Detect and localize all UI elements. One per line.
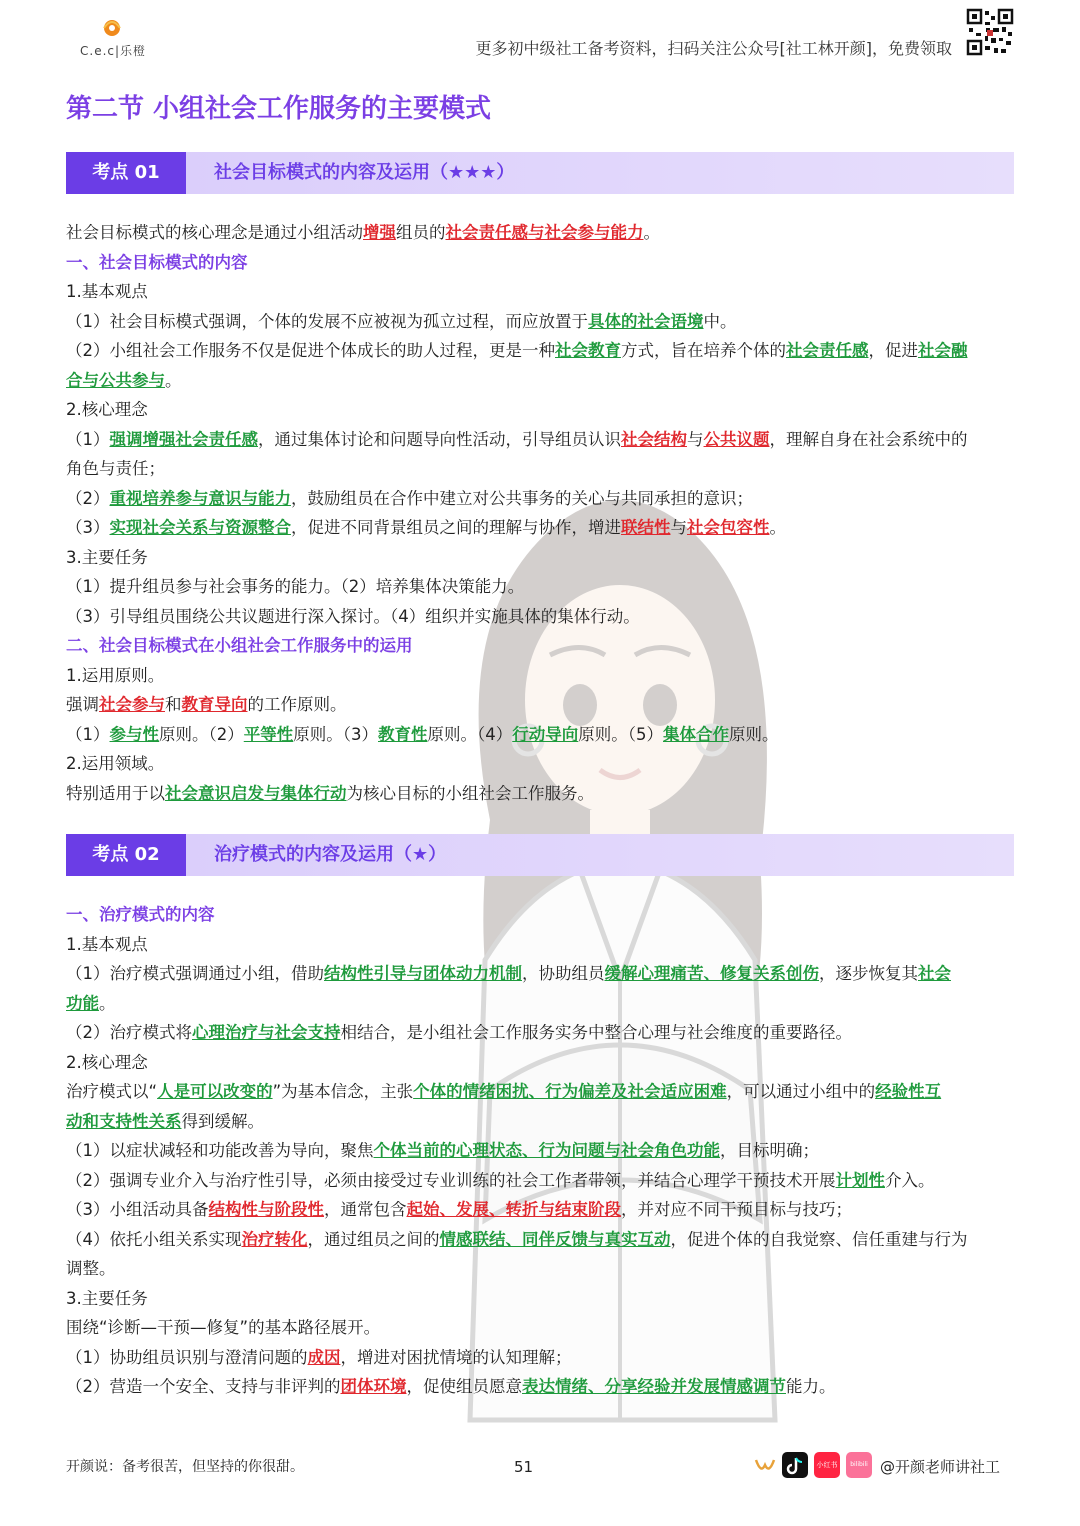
keypoint-02-bar xyxy=(66,834,1014,876)
text-line xyxy=(66,631,413,660)
text-segment: 治疗模式以“ xyxy=(66,1082,158,1101)
text-line xyxy=(66,1254,116,1283)
text-segment: 。 xyxy=(643,223,660,242)
text-line xyxy=(66,277,148,306)
keypoint-01-body xyxy=(66,218,1016,818)
highlight-term: 平等性 xyxy=(243,724,294,744)
text-segment: （1）协助组员识别与澄清问题的 xyxy=(66,1347,308,1367)
text-segment: （1）社会目标模式强调，个体的发展不应被视为孤立过程，而应放置于 xyxy=(66,311,588,331)
text-line xyxy=(66,572,524,601)
highlight-term: 经验性互 xyxy=(875,1082,942,1101)
text-line xyxy=(66,543,148,572)
text-segment: ”为基本信念，主张 xyxy=(272,1082,414,1101)
text-segment: ，通过集体讨论和问题导向性活动，引导组员认识 xyxy=(258,429,621,449)
text-segment: 中。 xyxy=(703,311,737,331)
keypoint-01-bar xyxy=(66,152,1014,194)
text-segment: （4）依托小组关系实现 xyxy=(66,1229,242,1249)
keypoint-01-tag: 考点 01 xyxy=(66,152,186,194)
text-segment: 3.主要任务 xyxy=(66,1288,148,1308)
text-segment: ，逐步恢复其 xyxy=(819,964,918,983)
logo-text: C.e.c|乐橙 xyxy=(80,44,147,58)
text-segment: 社会目标模式的核心理念是通过小组活动 xyxy=(66,223,363,242)
highlight-term: 结构性引导与团体动力机制 xyxy=(324,964,522,983)
text-segment: 调整。 xyxy=(66,1259,116,1278)
highlight-term: 强调增强社会责任感 xyxy=(109,429,258,449)
text-segment: （1）治疗模式强调通过小组，借助 xyxy=(66,964,324,983)
highlight-term: 社会责任感与社会参与能力 xyxy=(445,223,644,242)
highlight-term: 合与公共参与 xyxy=(66,370,165,390)
highlight-term: 心理治疗与社会支持 xyxy=(192,1023,341,1042)
xiaohongshu-icon[interactable]: 小红书 xyxy=(814,1452,840,1478)
text-segment: ，理解自身在社会系统中的 xyxy=(769,429,968,449)
brand-logo xyxy=(80,14,150,58)
text-segment: （3） xyxy=(66,518,110,537)
text-segment: （1） xyxy=(66,724,110,744)
text-line xyxy=(66,930,148,959)
text-line xyxy=(66,602,640,631)
section-title: 第二节 小组社会工作服务的主要模式 xyxy=(66,94,492,124)
highlight-term: 实现社会关系与资源整合 xyxy=(109,518,291,537)
highlight-term: 教育性 xyxy=(378,724,428,744)
text-segment: ，增进对困扰情境的认知理解； xyxy=(340,1347,572,1367)
highlight-term: 公共议题 xyxy=(703,429,770,449)
text-segment: 组员的 xyxy=(396,223,446,242)
highlight-term: 表达情绪、分享经验并发展情感调节 xyxy=(522,1377,786,1396)
text-segment: 为核心目标的小组社会工作服务。 xyxy=(346,783,594,803)
text-segment: 。 xyxy=(165,370,182,390)
text-segment: 与 xyxy=(687,429,704,449)
highlight-term: 情感联结、同伴反馈与真实互动 xyxy=(439,1229,671,1249)
text-segment: 相结合，是小组社会工作服务实务中整合心理与社会维度的重要路径。 xyxy=(340,1023,852,1042)
keypoint-01-title: 社会目标模式的内容及运用（★★★） xyxy=(214,162,515,183)
text-line xyxy=(66,1077,941,1106)
highlight-term: 社会包容性 xyxy=(687,518,770,537)
highlight-term: 具体的社会语境 xyxy=(588,311,704,331)
text-line xyxy=(66,720,779,749)
text-line xyxy=(66,336,968,365)
highlight-term: 社会融 xyxy=(918,341,968,360)
text-segment: 强调 xyxy=(66,695,99,714)
footer-motto: 开颜说：备考很苦，但坚持的你很甜。 xyxy=(66,1459,304,1475)
highlight-term: 联结性 xyxy=(621,518,671,537)
text-segment: 原则。（2） xyxy=(159,724,244,744)
text-line xyxy=(66,1195,852,1224)
highlight-term: 动和支持性关系 xyxy=(66,1111,182,1131)
douyin-icon[interactable] xyxy=(782,1452,808,1478)
highlight-term: 团体环境 xyxy=(340,1377,407,1396)
text-segment: ，促使组员愿意 xyxy=(406,1377,522,1396)
text-segment: 与 xyxy=(670,518,687,537)
highlight-term: 重视培养参与意识与能力 xyxy=(109,488,291,508)
page-header xyxy=(0,0,1080,70)
text-segment: ，促进 xyxy=(868,341,918,360)
text-segment: 围绕“诊断—干预—修复”的基本路径展开。 xyxy=(66,1318,381,1337)
highlight-term: 人是可以改变的 xyxy=(157,1082,273,1101)
text-line xyxy=(66,484,753,513)
text-line xyxy=(66,690,347,719)
highlight-term: 成因 xyxy=(307,1347,341,1367)
text-segment: 1.基本观点 xyxy=(66,934,148,954)
text-line xyxy=(66,1284,148,1313)
highlight-term: 行动导向 xyxy=(512,724,579,744)
text-segment: 角色与责任； xyxy=(66,459,165,478)
highlight-term: 教育导向 xyxy=(181,695,248,714)
highlight-term: 功能 xyxy=(66,993,99,1013)
highlight-term: 增强 xyxy=(363,223,396,242)
text-segment: 介入。 xyxy=(885,1170,935,1190)
text-segment: 原则。（3） xyxy=(293,724,378,744)
text-segment: 能力。 xyxy=(786,1377,836,1396)
text-line xyxy=(66,395,148,424)
text-segment: （2） xyxy=(66,488,110,508)
text-segment: ，可以通过小组中的 xyxy=(726,1082,876,1101)
text-segment: （1）提升组员参与社会事务的能力。（2）培养集体决策能力。 xyxy=(66,577,525,596)
highlight-term: 社会责任感 xyxy=(786,341,869,360)
text-line xyxy=(66,1107,264,1136)
text-line xyxy=(66,900,215,929)
text-segment: （1） xyxy=(66,429,110,449)
social-handle: @开颜老师讲社工 xyxy=(880,1458,1001,1476)
highlight-term: 计划性 xyxy=(835,1170,885,1190)
highlight-term: 社会 xyxy=(918,964,951,983)
highlight-term: 社会教育 xyxy=(555,341,621,360)
text-line xyxy=(66,366,182,395)
text-segment: 。 xyxy=(99,993,116,1013)
text-segment: ，协助组员 xyxy=(522,964,605,983)
text-segment: 2.运用领域。 xyxy=(66,754,165,773)
text-line xyxy=(66,1136,819,1165)
text-segment: 3.主要任务 xyxy=(66,547,148,567)
text-segment: 得到缓解。 xyxy=(181,1111,264,1131)
text-segment: 2.核心理念 xyxy=(66,400,148,419)
text-line xyxy=(66,1313,380,1342)
qr-code-icon xyxy=(966,8,1014,56)
text-segment: ，鼓励组员在合作中建立对公共事务的关心与共同承担的意识； xyxy=(291,488,753,508)
text-line xyxy=(66,1166,935,1195)
text-segment: 1.运用原则。 xyxy=(66,665,165,685)
text-segment: （2）营造一个安全、支持与非评判的 xyxy=(66,1377,341,1396)
text-segment: ，促进个体的自我觉察、信任重建与行为 xyxy=(670,1229,968,1249)
text-segment: （1）以症状减轻和功能改善为导向，聚焦 xyxy=(66,1141,374,1160)
text-line xyxy=(66,218,660,247)
text-segment: 和 xyxy=(165,695,182,714)
text-line xyxy=(66,779,594,808)
text-segment: ，目标明确； xyxy=(720,1141,819,1160)
highlight-term: 缓解心理痛苦、修复关系创伤 xyxy=(604,964,819,983)
keypoint-02-title: 治疗模式的内容及运用（★） xyxy=(214,844,447,865)
keypoint-02-body xyxy=(66,900,1016,1410)
text-segment: 2.核心理念 xyxy=(66,1052,148,1072)
text-line xyxy=(66,248,248,277)
bilibili-icon[interactable]: bilibili xyxy=(846,1452,872,1478)
text-line xyxy=(66,1048,148,1077)
keypoint-02-tag: 考点 02 xyxy=(66,834,186,876)
sun-logo-icon xyxy=(98,14,126,38)
text-line xyxy=(66,959,951,988)
subsection-heading: 一、治疗模式的内容 xyxy=(66,905,215,924)
text-line xyxy=(66,989,116,1018)
text-segment: 原则。 xyxy=(729,724,779,744)
text-segment: （2）强调专业介入与治疗性引导，必须由接受过专业训练的社会工作者带领，并结合心理学干预技术开展 xyxy=(66,1170,836,1190)
text-line xyxy=(66,661,164,690)
text-segment: ，通过组员之间的 xyxy=(307,1229,440,1249)
highlight-term: 参与性 xyxy=(109,724,159,744)
highlight-term: 社会结构 xyxy=(621,429,687,449)
text-line xyxy=(66,749,164,778)
subsection-heading: 一、社会目标模式的内容 xyxy=(66,252,248,272)
text-line xyxy=(66,1225,968,1254)
text-line xyxy=(66,425,968,454)
text-segment: （2）治疗模式将 xyxy=(66,1023,192,1042)
text-segment: ，通常包含 xyxy=(324,1200,407,1219)
text-line xyxy=(66,454,165,483)
text-segment: 1.基本观点 xyxy=(66,282,148,301)
header-promo-text: 更多初中级社工备考资料，扫码关注公众号[社工林开颜]，免费领取 xyxy=(475,39,952,58)
text-segment: 特别适用于以 xyxy=(66,783,165,803)
subsection-heading: 二、社会目标模式在小组社会工作服务中的运用 xyxy=(66,636,413,655)
text-segment: （2）小组社会工作服务不仅是促进个体成长的助人过程，更是一种 xyxy=(66,341,555,360)
highlight-term: 起始、发展、转折与结束阶段 xyxy=(406,1200,621,1219)
highlight-term: 集体合作 xyxy=(663,724,729,744)
highlight-term: 社会参与 xyxy=(99,695,165,714)
text-line xyxy=(66,1018,852,1047)
text-line xyxy=(66,1343,572,1372)
highlight-term: 个体当前的心理状态、行为问题与社会角色功能 xyxy=(373,1141,720,1160)
highlight-term: 个体的情绪困扰、行为偏差及社会适应困难 xyxy=(413,1082,727,1101)
wechat-channels-icon[interactable] xyxy=(752,1452,778,1478)
text-segment: 的工作原则。 xyxy=(247,695,347,714)
highlight-term: 治疗转化 xyxy=(241,1229,308,1249)
text-segment: 原则。（5） xyxy=(578,724,663,744)
text-segment: （3）引导组员围绕公共议题进行深入探讨。（4）组织并实施具体的集体行动。 xyxy=(66,606,640,626)
text-segment: （3）小组活动具备 xyxy=(66,1200,209,1219)
text-segment: ，促进不同背景组员之间的理解与协作，增进 xyxy=(291,518,621,537)
text-segment: ，并对应不同干预目标与技巧； xyxy=(621,1200,852,1219)
text-line xyxy=(66,1372,836,1401)
text-line xyxy=(66,513,786,542)
text-line xyxy=(66,307,737,336)
text-segment: 方式，旨在培养个体的 xyxy=(621,341,786,360)
highlight-term: 社会意识启发与集体行动 xyxy=(165,783,347,803)
text-segment: 。 xyxy=(769,518,786,537)
highlight-term: 结构性与阶段性 xyxy=(208,1200,324,1219)
text-segment: 原则。（4） xyxy=(427,724,513,744)
page-number: 51 xyxy=(514,1458,534,1476)
